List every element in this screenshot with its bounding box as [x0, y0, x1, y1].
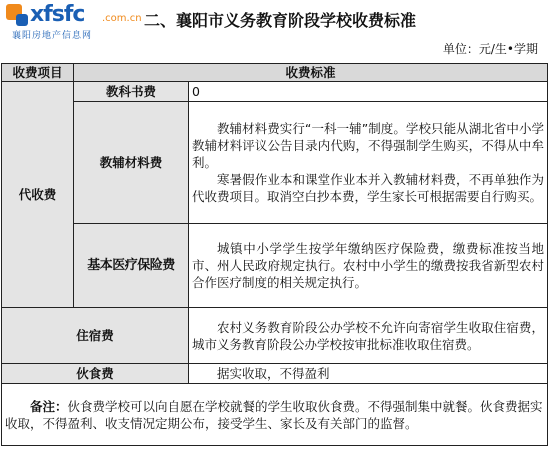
unit-label: 单位：元/生•学期 — [442, 42, 538, 56]
meal-fee-text — [189, 364, 548, 384]
table-row — [2, 384, 548, 446]
item-textbook-fee: 教科书费 — [74, 82, 189, 102]
paragraph: 寒暑假作业本和课堂作业本并入教辅材料费，不再单独作为代收费项目。取消空白抄本费，学生家长可根据需要自行购买。 — [192, 172, 545, 204]
paragraph: 城镇中小学学生按学年缴纳医疗保险费，缴费标准按当地市、州人民政府规定执行。农村中小学生的缴费按我省新型农村合作医疗制度的相关规定执行。 — [192, 241, 545, 290]
table-header-row — [2, 64, 548, 82]
logo-domain: .com.cn — [102, 13, 142, 24]
fee-standards-table — [1, 63, 548, 446]
paragraph: 据实收取，不得盈利 — [217, 366, 330, 381]
item-supplementary-materials-fee: 教辅材料费 — [74, 102, 189, 224]
item-basic-medical-insurance-fee: 基本医疗保险费 — [74, 224, 189, 308]
remarks-label: 备注： — [30, 398, 68, 414]
medical-insurance-fee-text — [189, 224, 548, 308]
table-row — [2, 364, 548, 384]
textbook-fee-value: 0 — [189, 82, 548, 102]
site-logo[interactable] — [4, 2, 142, 41]
logo-text: xfsfc — [30, 2, 85, 27]
paragraph: 教辅材料费实行“一科一辅”制度。学校只能从湖北省中小学教辅材料评议公告目录内代购，不得强制学生购买，不得从中牟利。 — [192, 121, 545, 170]
logo-mark-square-small — [16, 14, 28, 26]
paragraph: 农村义务教育阶段公办学校不允许向寄宿学生收取住宿费，城市义务教育阶段公办学校按审批标准收取住宿费。 — [192, 319, 545, 352]
supplementary-materials-fee-text — [189, 102, 548, 224]
table-row — [2, 102, 548, 224]
header-fee-item: 收费项目 — [2, 64, 74, 82]
table-row — [2, 82, 548, 102]
page-title: 二、襄阳市义务教育阶段学校收费标准 — [144, 11, 417, 30]
table-row — [2, 308, 548, 364]
table-row — [2, 224, 548, 308]
header — [0, 0, 550, 62]
header-fee-standard: 收费标准 — [74, 64, 548, 82]
remarks — [2, 384, 548, 446]
lodging-fee-text — [189, 308, 548, 364]
logo-subtitle: 襄阳房地产信息网 — [12, 31, 93, 41]
category-agency-fee: 代收费 — [2, 82, 74, 308]
remarks-text: 伙食费学校可以向自愿在学校就餐的学生收取伙食费。不得强制集中就餐。伙食费据实收取，不得盈利、收支情况定期公布，接受学生、家长及有关部门的监督。 — [5, 398, 543, 431]
item-lodging-fee: 住宿费 — [2, 308, 189, 364]
item-meal-fee: 伙食费 — [2, 364, 189, 384]
